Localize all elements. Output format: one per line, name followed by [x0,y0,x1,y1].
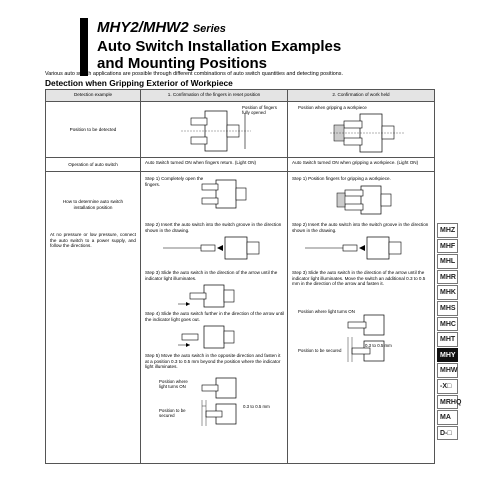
col-header-detection: Detection example [46,90,141,102]
side-tab[interactable]: MHL [437,254,458,269]
side-tab[interactable]: MRHQ [437,395,458,410]
held-caption-distance: 0.3 to 0.5 mm [365,343,392,348]
gripper-opened-diagram [181,109,251,153]
reset-step-5: Step 5) Move the auto switch in the opposite direction and fasten it at a position 0.3 to 0.5 mm beyond the position where the indicator light illuminates. [145,353,281,370]
side-tab[interactable]: MHF [437,239,458,254]
page-title-line1: Auto Switch Installation Examples [97,38,342,55]
page-title-line2: and Mounting Positions [97,55,267,72]
held-step-3: Step 3) Slide the auto switch in the direction of the arrow until the indicator light illuminates. Move the switch an additional 0.3 to 0.5 mm in the direction of the arrow and fasten it. [292,270,426,287]
position-cell-held [288,102,435,158]
held-caption-light-on: Position where light turns ON [298,309,355,314]
side-tab[interactable]: MA [437,410,458,425]
header-accent-bar [80,18,88,76]
side-tab[interactable]: MHK [437,285,458,300]
series-title: MHY2/MHW2 Series [97,19,226,36]
row-label-determine: How to determine auto switch installation position [62,199,124,210]
reset-step-2: Step 2) Insert the auto switch into the switch groove in the direction shown in the drawing. [145,222,282,233]
held-caption-secured: Position to be secured [298,348,342,353]
installation-table [45,89,435,464]
side-tab[interactable]: MHC [437,317,458,332]
reset-step3-diagram [176,284,256,308]
held-step-2: Step 2) Insert the auto switch into the switch groove in the direction shown in the drawing. [292,222,429,233]
operation-held-text: Auto Switch turned ON when gripping a workpiece. (Light ON) [288,158,435,172]
side-tab[interactable]: MHY [437,348,458,363]
side-tab[interactable]: MHS [437,301,458,316]
reset-step2-diagram [161,234,271,262]
reset-step-3: Step 3) Slide the auto switch in the direction of the arrow until the indicator light illuminates. [145,270,278,281]
series-side-tabs [437,223,462,441]
row-label-determine-cell [46,172,141,464]
reset-step-1: Step 1) Completely open the fingers. [145,176,204,187]
determine-held-cell [288,172,435,464]
held-step3-diagram [338,312,418,364]
intro-text: Various auto switch applications are possible through different combinations of auto switch quantities and detecting positions. [45,71,343,77]
caption-gripping: Position when gripping a workpiece [298,105,367,110]
col-header-held: 2. Confirmation of work held [288,90,435,102]
reset-caption-light-on: Position where light turns ON [159,379,188,390]
held-step1-diagram [333,184,403,216]
gripper-holding-diagram [330,112,405,154]
reset-step-4: Step 4) Slide the auto switch further in the direction of the arrow until the indicator light goes out. [145,311,285,322]
side-tab[interactable]: D-□ [437,426,458,441]
held-step2-diagram [303,234,413,262]
reset-caption-secured: Position to be secured [159,408,186,419]
col-header-reset: 1. Confirmation of the fingers in reset position [141,90,288,102]
section-title: Detection when Gripping Exterior of Workpiece [45,78,233,88]
side-tab[interactable]: MHZ [437,223,458,238]
operation-reset-text: Auto Switch turned ON when fingers return. (Light ON) [141,158,288,172]
held-step-1: Step 1) Position fingers for gripping a workpiece. [292,176,391,181]
position-cell-reset [141,102,288,158]
reset-step4-diagram [176,325,256,349]
determine-reset-cell [141,172,288,464]
caption-fingers-opened: Position of fingers fully opened [242,105,277,116]
reset-step1-diagram [196,178,256,210]
reset-step5-diagram [196,376,276,428]
side-tab[interactable]: MHT [437,332,458,347]
side-tab[interactable]: MHR [437,270,458,285]
side-tab[interactable]: -X□ [437,379,458,394]
determine-note: At no pressure or low pressure, connect the auto switch to a power supply, and follow the directions. [50,232,136,249]
row-label-position: Position to be detected [46,102,141,158]
reset-caption-distance: 0.3 to 0.5 mm [243,404,270,409]
row-label-operation: Operation of auto switch [46,158,141,172]
side-tab[interactable]: MHW [437,363,458,378]
